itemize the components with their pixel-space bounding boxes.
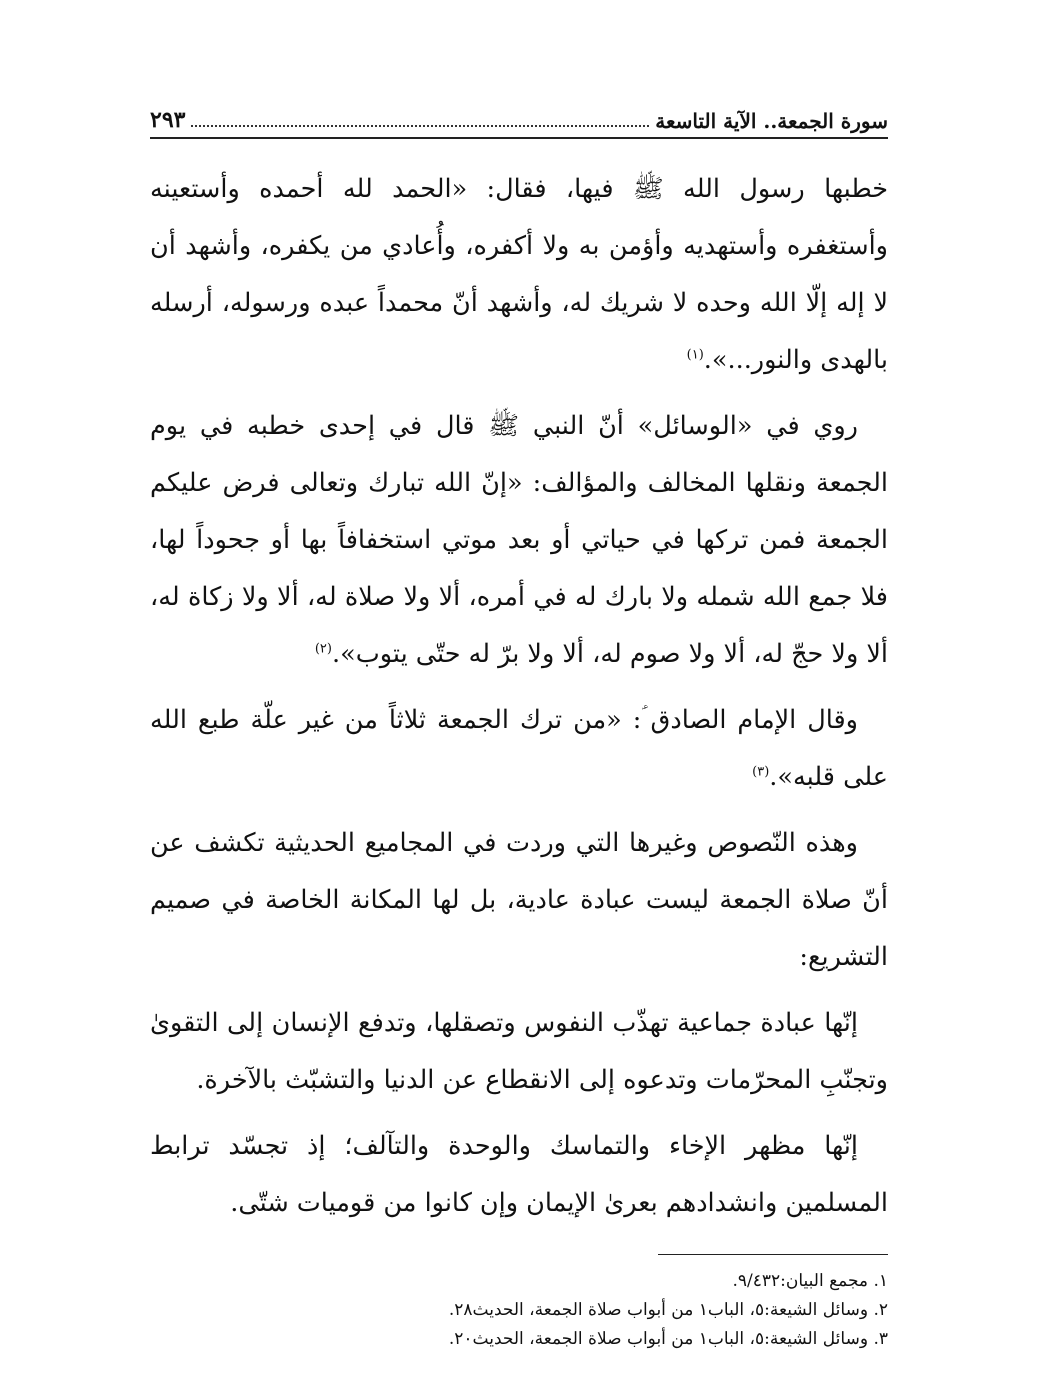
- page-header: [150, 95, 888, 139]
- paragraph: [150, 161, 888, 389]
- leader-dots: [191, 124, 649, 127]
- paragraph-text: وقال الإمام الصادق ؑ: «من ترك الجمعة ثلاثاً من غير علّة طبع الله على قلبه».: [150, 705, 888, 792]
- running-title: سورة الجمعة.. الآية التاسعة: [655, 109, 888, 133]
- paragraph-text: روي في «الوسائل» أنّ النبي ﷺ قال في إحدى خطبه في يوم الجمعة ونقلها المخالف والمؤالف: «إنّ الله تبارك وتعالى فرض عليكم الجمعة فمن تركها في حياتي أو بعد موتي استخفافاً بها أو جحوداً لها، فلا جمع الله شمله ولا بارك له في أمره، ألا ولا صلاة له، ألا ولا زكاة له، ألا ولا حجّ له، ألا ولا صوم له، ألا ولا برّ له حتّى يتوب».: [150, 411, 888, 669]
- footnote-divider: [658, 1254, 888, 1255]
- paragraph: [150, 692, 888, 806]
- paragraph-text: إنّها مظهر الإخاء والتماسك والوحدة والتآلف؛ إذ تجسّد ترابط المسلمين وانشدادهم بعرىٰ الإيمان وإن كانوا من قوميات شتّى.: [150, 1131, 888, 1218]
- footnote: ٢. وسائل الشيعة:٥، الباب١ من أبواب صلاة الجمعة، الحديث٢٨.: [448, 1300, 888, 1320]
- footnotes: [150, 1267, 888, 1354]
- footnote-ref: (٢): [314, 641, 332, 657]
- page-number: ٢٩٣: [150, 107, 186, 133]
- book-page: [150, 95, 888, 1354]
- paragraph: [150, 1118, 888, 1232]
- paragraph-text: إنّها عبادة جماعية تهذّب النفوس وتصقلها، وتدفع الإنسان إلى التقوىٰ وتجنّبِ المحرّمات وتدعوه إلى الانقطاع عن الدنيا والتشبّث بالآخرة.: [150, 1008, 888, 1095]
- body-text: [150, 161, 888, 1232]
- paragraph: [150, 815, 888, 986]
- footnote-ref: (٣): [752, 764, 770, 780]
- footnote: ٣. وسائل الشيعة:٥، الباب١ من أبواب صلاة الجمعة، الحديث٢٠.: [448, 1329, 888, 1349]
- paragraph-text: وهذه النّصوص وغيرها التي وردت في المجاميع الحديثية تكشف عن أنّ صلاة الجمعة ليست عبادة عادية، بل لها المكانة الخاصة في صميم التشريع:: [150, 828, 888, 972]
- paragraph-text: خطبها رسول الله ﷺ فيها، فقال: «الحمد لله أحمده وأستعينه وأستغفره وأستهديه وأؤمن به ولا أكفره، وأُعادي من يكفره، وأشهد أن لا إله إلّا الله وحده لا شريك له، وأشهد أنّ محمداً عبده ورسوله، أرسله بالهدى والنور...».: [150, 174, 888, 375]
- paragraph: [150, 398, 888, 683]
- paragraph: [150, 995, 888, 1109]
- footnote-ref: (١): [686, 347, 704, 363]
- footnote: ١. مجمع البيان:٩/٤٣٢.: [732, 1271, 888, 1291]
